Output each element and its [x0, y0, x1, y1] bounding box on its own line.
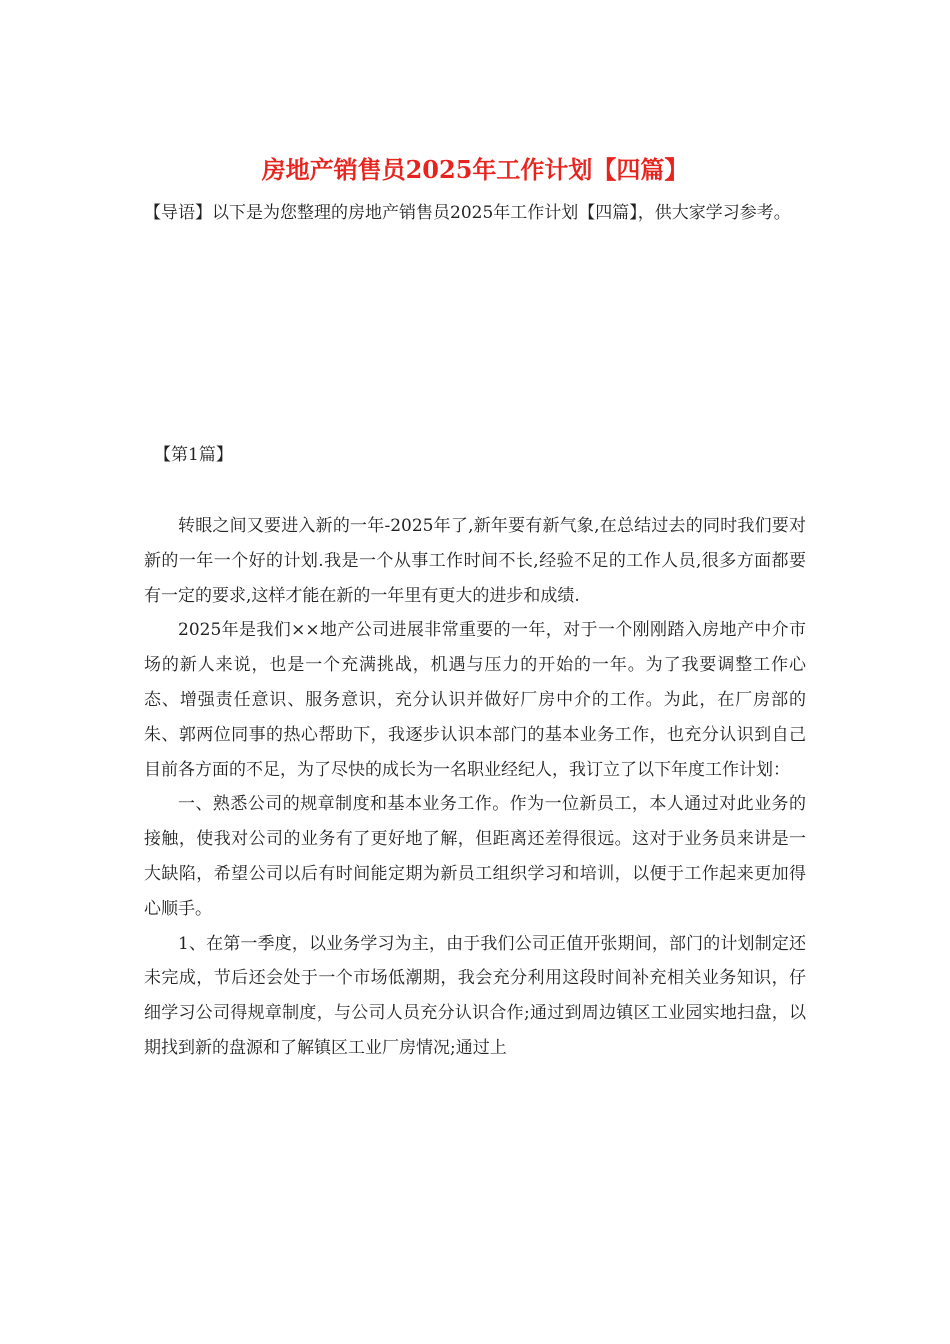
intro-paragraph: 【导语】以下是为您整理的房地产销售员2025年工作计划【四篇】，供大家学习参考。	[144, 203, 791, 223]
paragraph: 一、熟悉公司的规章制度和基本业务工作。作为一位新员工，本人通过对此业务的接触，使我对公司的业务有了更好地了解，但距离还差得很远。这对于业务员来讲是一大缺陷，希望公司以后有时间能定期为新员工组织学习和培训，以便于工作起来更加得心顺手。	[144, 794, 806, 919]
paragraph: 1、在第一季度，以业务学习为主，由于我们公司正值开张期间，部门的计划制定还未完成，节后还会处于一个市场低潮期，我会充分利用这段时间补充相关业务知识，仔细学习公司得规章制度，与公司人员充分认识合作;通过到周边镇区工业园实地扫盘，以期找到新的盘源和了解镇区工业厂房情况;通过上	[144, 933, 806, 1058]
document-title: 房地产销售员2025年工作计划【四篇】	[261, 155, 689, 184]
body-text	[144, 509, 806, 1066]
section-label: 【第1篇】	[154, 445, 233, 465]
paragraph: 转眼之间又要进入新的一年-2025年了,新年要有新气象,在总结过去的同时我们要对新的一年一个好的计划.我是一个从事工作时间不长,经验不足的工作人员,很多方面都要有一定的要求,这样才能在新的一年里有更大的进步和成绩.	[144, 516, 806, 606]
paragraph: 2025年是我们××地产公司进展非常重要的一年，对于一个刚刚踏入房地产中介市场的新人来说，也是一个充满挑战，机遇与压力的开始的一年。为了我要调整工作心态、增强责任意识、服务意识，充分认识并做好厂房中介的工作。为此，在厂房部的朱、郭两位同事的热心帮助下，我逐步认识本部门的基本业务工作，也充分认识到自己目前各方面的不足，为了尽快的成长为一名职业经纪人，我订立了以下年度工作计划：	[144, 620, 806, 780]
